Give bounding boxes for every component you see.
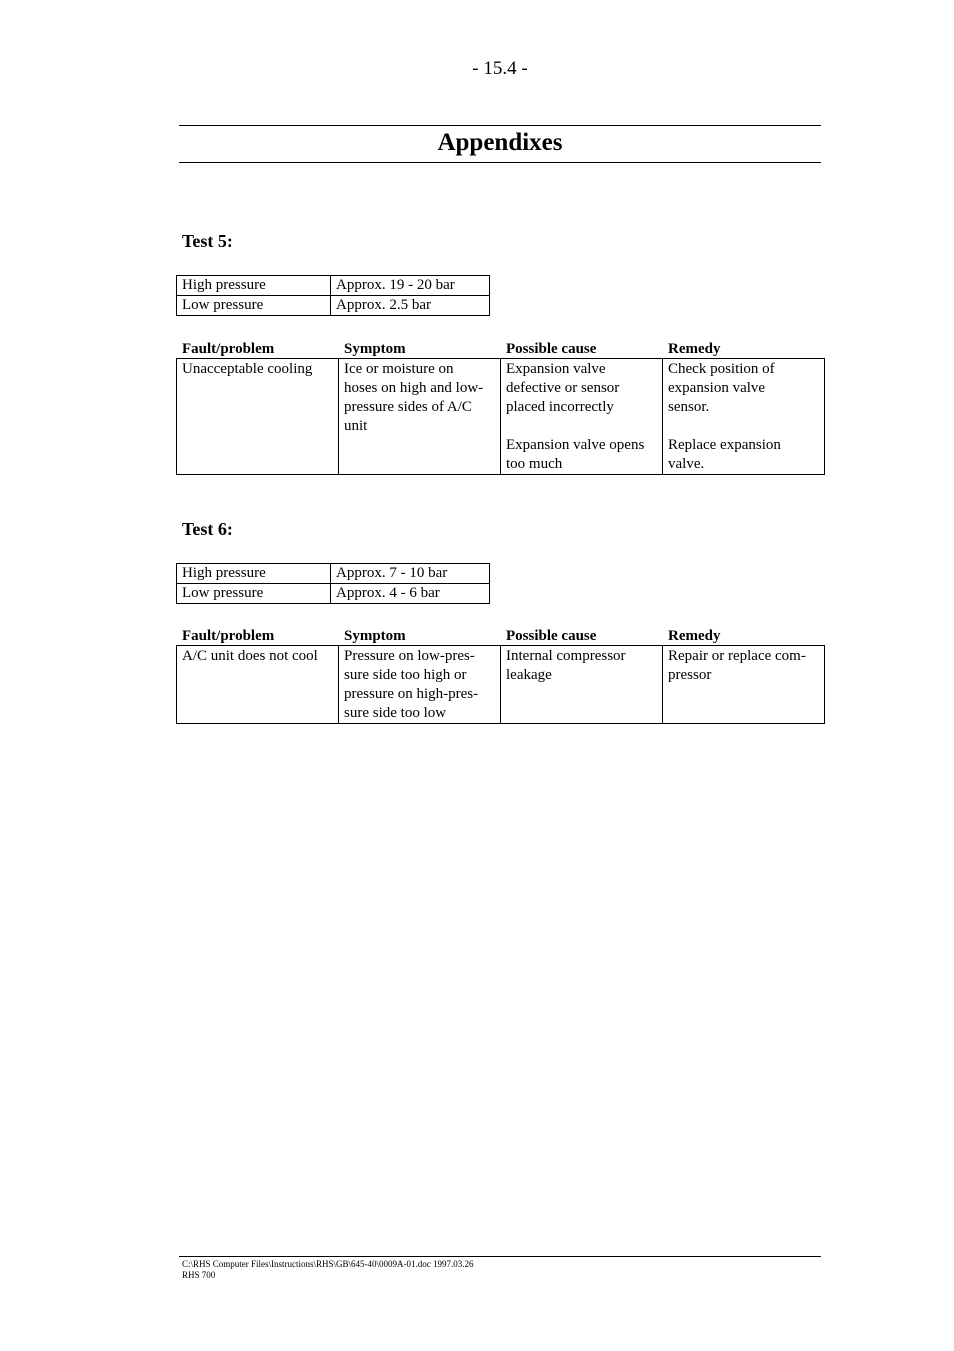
cell-line: Expansion valve bbox=[506, 361, 606, 377]
remedy-cell bbox=[663, 359, 825, 475]
test6-heading: Test 6: bbox=[182, 519, 233, 539]
spacer bbox=[668, 417, 819, 436]
pressure-value: Approx. 7 - 10 bar bbox=[331, 564, 490, 584]
test5-pressure-table bbox=[176, 275, 490, 316]
footer-rule bbox=[179, 1256, 821, 1257]
cell-line: Pressure on low-pres- bbox=[344, 648, 475, 664]
cell-line: Check position of bbox=[668, 361, 775, 377]
cell-line: sure side too low bbox=[344, 705, 447, 721]
column-header: Symptom bbox=[344, 628, 406, 644]
pressure-label: High pressure bbox=[177, 564, 331, 584]
table-row bbox=[177, 584, 490, 604]
test5-heading: Test 5: bbox=[182, 231, 233, 251]
test6-fault-table bbox=[176, 645, 825, 724]
test5-fault-table bbox=[176, 358, 825, 475]
column-header: Possible cause bbox=[506, 628, 597, 644]
cell-line: Repair or replace com- bbox=[668, 648, 806, 664]
cell-line: too much bbox=[506, 456, 563, 472]
cell-line: placed incorrectly bbox=[506, 399, 614, 415]
cell-line: sure side too high or bbox=[344, 667, 467, 683]
column-header: Remedy bbox=[668, 628, 721, 644]
spacer bbox=[506, 417, 657, 436]
pressure-label: High pressure bbox=[177, 276, 331, 296]
pressure-label: Low pressure bbox=[177, 296, 331, 316]
cell-line: Internal compressor bbox=[506, 648, 626, 664]
cell-line: Unacceptable cooling bbox=[182, 361, 313, 377]
cause-cell bbox=[501, 359, 663, 475]
column-header: Fault/problem bbox=[182, 341, 275, 357]
cell-line: sensor. bbox=[668, 399, 710, 415]
pressure-value: Approx. 2.5 bar bbox=[331, 296, 490, 316]
cell-line: pressure sides of A/C bbox=[344, 399, 472, 415]
symptom-cell bbox=[339, 646, 501, 724]
page-title: Appendixes bbox=[437, 129, 563, 156]
cell-line: unit bbox=[344, 418, 368, 434]
table-row bbox=[177, 564, 490, 584]
fault-cell bbox=[177, 646, 339, 724]
cell-line: expansion valve bbox=[668, 380, 766, 396]
table-row bbox=[177, 276, 490, 296]
test6-pressure-table bbox=[176, 563, 490, 604]
table-row bbox=[177, 646, 825, 724]
footer-model: RHS 700 bbox=[182, 1270, 216, 1280]
cell-line: Ice or moisture on bbox=[344, 361, 454, 377]
cell-line: Expansion valve opens bbox=[506, 437, 645, 453]
column-header: Possible cause bbox=[506, 341, 597, 357]
cell-line: A/C unit does not cool bbox=[182, 648, 318, 664]
cell-line: hoses on high and low- bbox=[344, 380, 484, 396]
column-header: Fault/problem bbox=[182, 628, 275, 644]
title-rule-top bbox=[179, 125, 821, 126]
cell-line: valve. bbox=[668, 456, 705, 472]
cell-line: leakage bbox=[506, 667, 552, 683]
title-rule-bottom bbox=[179, 162, 821, 163]
symptom-cell bbox=[339, 359, 501, 475]
column-header: Remedy bbox=[668, 341, 721, 357]
cell-line: pressor bbox=[668, 667, 712, 683]
table-row bbox=[177, 296, 490, 316]
footer bbox=[182, 1259, 474, 1281]
pressure-value: Approx. 19 - 20 bar bbox=[331, 276, 490, 296]
pressure-label: Low pressure bbox=[177, 584, 331, 604]
cell-line: pressure on high-pres- bbox=[344, 686, 479, 702]
table-row bbox=[177, 359, 825, 475]
test6-fault-block bbox=[176, 627, 824, 724]
column-header: Symptom bbox=[344, 341, 406, 357]
test6-fault-header bbox=[176, 627, 824, 645]
test5-fault-header bbox=[176, 340, 824, 358]
test5-fault-block bbox=[176, 340, 824, 475]
page-number: - 15.4 - bbox=[472, 58, 528, 79]
remedy-cell bbox=[663, 646, 825, 724]
footer-path: C:\RHS Computer Files\Instructions\RHS\GB\645-40\0009A-01.doc 1997.03.26 bbox=[182, 1259, 474, 1269]
fault-cell bbox=[177, 359, 339, 475]
cause-cell bbox=[501, 646, 663, 724]
cell-line: Replace expansion bbox=[668, 437, 781, 453]
cell-line: defective or sensor bbox=[506, 380, 620, 396]
pressure-value: Approx. 4 - 6 bar bbox=[331, 584, 490, 604]
